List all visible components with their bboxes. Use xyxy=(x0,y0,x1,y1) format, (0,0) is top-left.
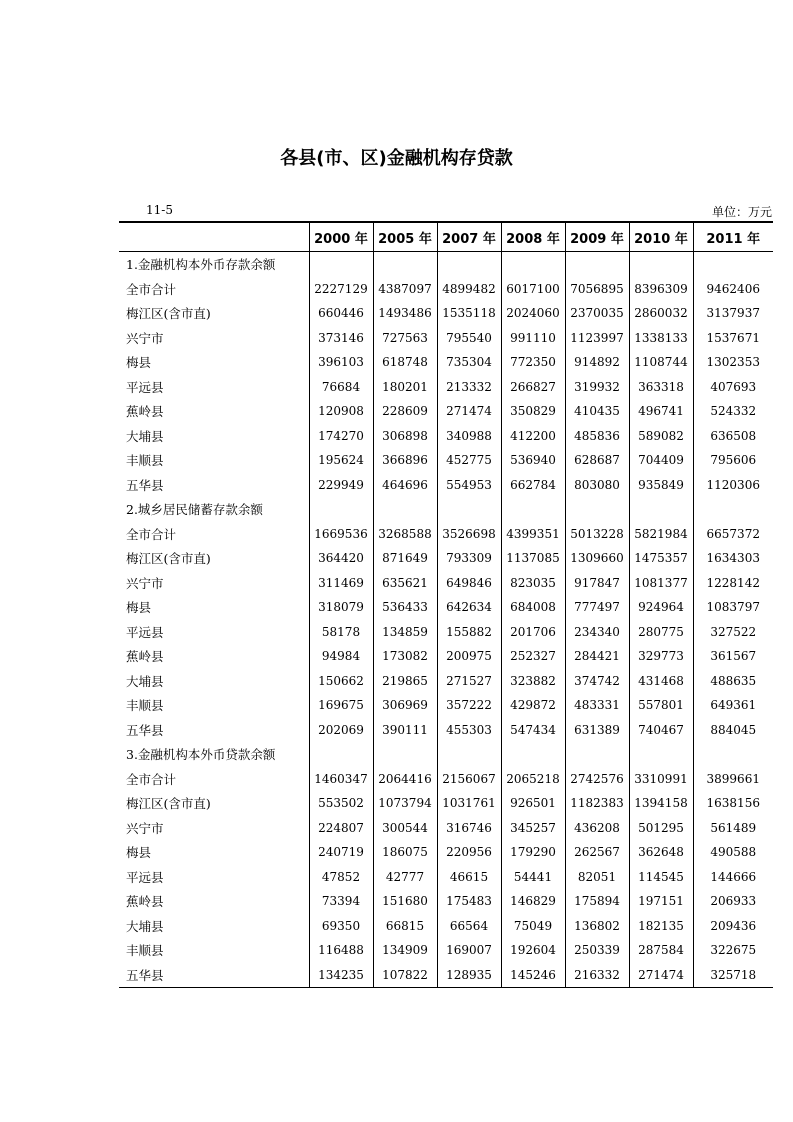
value-cell: 169675 xyxy=(309,693,373,718)
value-cell: 2370035 xyxy=(565,301,629,326)
value-cell: 325718 xyxy=(693,963,773,988)
value-cell: 120908 xyxy=(309,399,373,424)
empty-cell xyxy=(373,742,437,767)
table-row xyxy=(119,399,773,424)
value-cell: 271474 xyxy=(629,963,693,988)
value-cell: 300544 xyxy=(373,816,437,841)
section-label: 1.金融机构本外币存款余额 xyxy=(126,257,276,273)
value-cell: 2065218 xyxy=(501,767,565,792)
value-cell: 182135 xyxy=(629,914,693,939)
table-row xyxy=(119,889,773,914)
value-cell: 319932 xyxy=(565,375,629,400)
value-cell: 1302353 xyxy=(693,350,773,375)
value-cell: 1338133 xyxy=(629,326,693,351)
value-cell: 94984 xyxy=(309,644,373,669)
region-name: 丰顺县 xyxy=(126,453,164,469)
value-cell: 795606 xyxy=(693,448,773,473)
value-cell: 116488 xyxy=(309,938,373,963)
value-cell: 4399351 xyxy=(501,522,565,547)
table-row xyxy=(119,791,773,816)
value-cell: 2860032 xyxy=(629,301,693,326)
value-cell: 1460347 xyxy=(309,767,373,792)
empty-cell xyxy=(309,497,373,522)
table-number: 11-5 xyxy=(146,203,173,217)
table-row xyxy=(119,375,773,400)
value-cell: 485836 xyxy=(565,424,629,449)
value-cell: 636508 xyxy=(693,424,773,449)
value-cell: 250339 xyxy=(565,938,629,963)
region-name: 全市合计 xyxy=(126,281,177,297)
region-name: 蕉岭县 xyxy=(126,649,164,665)
header-year: 2010 年 xyxy=(629,222,693,252)
value-cell: 82051 xyxy=(565,865,629,890)
value-cell: 287584 xyxy=(629,938,693,963)
value-cell: 5821984 xyxy=(629,522,693,547)
table-row xyxy=(119,595,773,620)
table-row xyxy=(119,350,773,375)
value-cell: 2064416 xyxy=(373,767,437,792)
value-cell: 169007 xyxy=(437,938,501,963)
table-row xyxy=(119,301,773,326)
value-cell: 662784 xyxy=(501,473,565,498)
value-cell: 412200 xyxy=(501,424,565,449)
value-cell: 2742576 xyxy=(565,767,629,792)
value-cell: 795540 xyxy=(437,326,501,351)
value-cell: 175483 xyxy=(437,889,501,914)
table-row xyxy=(119,938,773,963)
value-cell: 793309 xyxy=(437,546,501,571)
table-row xyxy=(119,914,773,939)
value-cell: 1137085 xyxy=(501,546,565,571)
value-cell: 209436 xyxy=(693,914,773,939)
region-name: 兴宁市 xyxy=(126,575,164,591)
table-row xyxy=(119,865,773,890)
value-cell: 823035 xyxy=(501,571,565,596)
value-cell: 69350 xyxy=(309,914,373,939)
value-cell: 361567 xyxy=(693,644,773,669)
value-cell: 390111 xyxy=(373,718,437,743)
value-cell: 735304 xyxy=(437,350,501,375)
header-year: 2000 年 xyxy=(309,222,373,252)
value-cell: 192604 xyxy=(501,938,565,963)
table-row xyxy=(119,963,773,988)
value-cell: 195624 xyxy=(309,448,373,473)
value-cell: 464696 xyxy=(373,473,437,498)
value-cell: 134909 xyxy=(373,938,437,963)
value-cell: 991110 xyxy=(501,326,565,351)
value-cell: 1669536 xyxy=(309,522,373,547)
value-cell: 660446 xyxy=(309,301,373,326)
value-cell: 128935 xyxy=(437,963,501,988)
value-cell: 926501 xyxy=(501,791,565,816)
region-name: 蕉岭县 xyxy=(126,404,164,420)
value-cell: 803080 xyxy=(565,473,629,498)
table-row xyxy=(119,473,773,498)
value-cell: 114545 xyxy=(629,865,693,890)
value-cell: 366896 xyxy=(373,448,437,473)
empty-cell xyxy=(437,497,501,522)
table-row xyxy=(119,571,773,596)
value-cell: 134235 xyxy=(309,963,373,988)
region-name: 梅县 xyxy=(126,600,152,616)
value-cell: 284421 xyxy=(565,644,629,669)
region-name: 五华县 xyxy=(126,722,164,738)
value-cell: 884045 xyxy=(693,718,773,743)
region-name: 梅江区(含市直) xyxy=(126,551,211,567)
table-row xyxy=(119,546,773,571)
value-cell: 200975 xyxy=(437,644,501,669)
value-cell: 136802 xyxy=(565,914,629,939)
value-cell: 5013228 xyxy=(565,522,629,547)
value-cell: 311469 xyxy=(309,571,373,596)
empty-cell xyxy=(501,252,565,277)
region-name: 梅县 xyxy=(126,355,152,371)
region-name: 全市合计 xyxy=(126,526,177,542)
value-cell: 1634303 xyxy=(693,546,773,571)
value-cell: 220956 xyxy=(437,840,501,865)
value-cell: 2227129 xyxy=(309,277,373,302)
value-cell: 1537671 xyxy=(693,326,773,351)
value-cell: 561489 xyxy=(693,816,773,841)
value-cell: 3310991 xyxy=(629,767,693,792)
value-cell: 54441 xyxy=(501,865,565,890)
header-year: 2008 年 xyxy=(501,222,565,252)
value-cell: 213332 xyxy=(437,375,501,400)
value-cell: 631389 xyxy=(565,718,629,743)
value-cell: 740467 xyxy=(629,718,693,743)
value-cell: 224807 xyxy=(309,816,373,841)
table-row xyxy=(119,424,773,449)
region-name: 梅江区(含市直) xyxy=(126,796,211,812)
region-name: 蕉岭县 xyxy=(126,894,164,910)
value-cell: 322675 xyxy=(693,938,773,963)
value-cell: 3526698 xyxy=(437,522,501,547)
value-cell: 46615 xyxy=(437,865,501,890)
value-cell: 173082 xyxy=(373,644,437,669)
section-label: 3.金融机构本外币贷款余额 xyxy=(126,747,276,763)
section-header-row xyxy=(119,742,773,767)
value-cell: 536433 xyxy=(373,595,437,620)
value-cell: 1535118 xyxy=(437,301,501,326)
region-name: 丰顺县 xyxy=(126,943,164,959)
value-cell: 1182383 xyxy=(565,791,629,816)
value-cell: 206933 xyxy=(693,889,773,914)
value-cell: 175894 xyxy=(565,889,629,914)
value-cell: 557801 xyxy=(629,693,693,718)
value-cell: 935849 xyxy=(629,473,693,498)
empty-cell xyxy=(565,742,629,767)
region-name: 梅县 xyxy=(126,845,152,861)
value-cell: 1638156 xyxy=(693,791,773,816)
value-cell: 340988 xyxy=(437,424,501,449)
region-name: 兴宁市 xyxy=(126,820,164,836)
value-cell: 1083797 xyxy=(693,595,773,620)
value-cell: 642634 xyxy=(437,595,501,620)
value-cell: 47852 xyxy=(309,865,373,890)
region-name: 全市合计 xyxy=(126,771,177,787)
value-cell: 318079 xyxy=(309,595,373,620)
value-cell: 107822 xyxy=(373,963,437,988)
value-cell: 6017100 xyxy=(501,277,565,302)
value-cell: 9462406 xyxy=(693,277,773,302)
value-cell: 1475357 xyxy=(629,546,693,571)
value-cell: 202069 xyxy=(309,718,373,743)
value-cell: 554953 xyxy=(437,473,501,498)
value-cell: 727563 xyxy=(373,326,437,351)
value-cell: 914892 xyxy=(565,350,629,375)
value-cell: 306898 xyxy=(373,424,437,449)
region-name: 平远县 xyxy=(126,869,164,885)
value-cell: 7056895 xyxy=(565,277,629,302)
table-row xyxy=(119,840,773,865)
value-cell: 229949 xyxy=(309,473,373,498)
empty-cell xyxy=(629,497,693,522)
value-cell: 271527 xyxy=(437,669,501,694)
value-cell: 316746 xyxy=(437,816,501,841)
value-cell: 42777 xyxy=(373,865,437,890)
value-cell: 777497 xyxy=(565,595,629,620)
value-cell: 350829 xyxy=(501,399,565,424)
value-cell: 1309660 xyxy=(565,546,629,571)
section-header-row xyxy=(119,252,773,277)
value-cell: 1120306 xyxy=(693,473,773,498)
value-cell: 501295 xyxy=(629,816,693,841)
value-cell: 488635 xyxy=(693,669,773,694)
empty-cell xyxy=(373,252,437,277)
value-cell: 280775 xyxy=(629,620,693,645)
value-cell: 436208 xyxy=(565,816,629,841)
value-cell: 772350 xyxy=(501,350,565,375)
value-cell: 76684 xyxy=(309,375,373,400)
value-cell: 635621 xyxy=(373,571,437,596)
value-cell: 536940 xyxy=(501,448,565,473)
value-cell: 323882 xyxy=(501,669,565,694)
value-cell: 524332 xyxy=(693,399,773,424)
value-cell: 704409 xyxy=(629,448,693,473)
value-cell: 75049 xyxy=(501,914,565,939)
value-cell: 2156067 xyxy=(437,767,501,792)
region-name: 大埔县 xyxy=(126,428,164,444)
empty-cell xyxy=(309,252,373,277)
header-year: 2011 年 xyxy=(693,222,773,252)
empty-cell xyxy=(565,252,629,277)
value-cell: 3137937 xyxy=(693,301,773,326)
value-cell: 649846 xyxy=(437,571,501,596)
table-row xyxy=(119,620,773,645)
value-cell: 871649 xyxy=(373,546,437,571)
value-cell: 407693 xyxy=(693,375,773,400)
value-cell: 410435 xyxy=(565,399,629,424)
empty-cell xyxy=(629,742,693,767)
region-name: 大埔县 xyxy=(126,918,164,934)
empty-cell xyxy=(501,742,565,767)
value-cell: 150662 xyxy=(309,669,373,694)
region-name: 平远县 xyxy=(126,624,164,640)
value-cell: 234340 xyxy=(565,620,629,645)
table-row xyxy=(119,644,773,669)
value-cell: 547434 xyxy=(501,718,565,743)
value-cell: 327522 xyxy=(693,620,773,645)
value-cell: 180201 xyxy=(373,375,437,400)
value-cell: 329773 xyxy=(629,644,693,669)
region-name: 梅江区(含市直) xyxy=(126,306,211,322)
value-cell: 186075 xyxy=(373,840,437,865)
value-cell: 396103 xyxy=(309,350,373,375)
header-blank xyxy=(119,222,309,252)
region-name: 大埔县 xyxy=(126,673,164,689)
value-cell: 262567 xyxy=(565,840,629,865)
value-cell: 649361 xyxy=(693,693,773,718)
value-cell: 589082 xyxy=(629,424,693,449)
value-cell: 1123997 xyxy=(565,326,629,351)
value-cell: 174270 xyxy=(309,424,373,449)
value-cell: 483331 xyxy=(565,693,629,718)
empty-cell xyxy=(437,742,501,767)
value-cell: 1073794 xyxy=(373,791,437,816)
value-cell: 3268588 xyxy=(373,522,437,547)
value-cell: 1031761 xyxy=(437,791,501,816)
value-cell: 306969 xyxy=(373,693,437,718)
region-name: 丰顺县 xyxy=(126,698,164,714)
region-name: 五华县 xyxy=(126,477,164,493)
value-cell: 66815 xyxy=(373,914,437,939)
header-year: 2005 年 xyxy=(373,222,437,252)
empty-cell xyxy=(373,497,437,522)
empty-cell xyxy=(693,742,773,767)
value-cell: 2024060 xyxy=(501,301,565,326)
section-header-row xyxy=(119,497,773,522)
value-cell: 266827 xyxy=(501,375,565,400)
empty-cell xyxy=(693,252,773,277)
value-cell: 362648 xyxy=(629,840,693,865)
value-cell: 197151 xyxy=(629,889,693,914)
value-cell: 924964 xyxy=(629,595,693,620)
value-cell: 1228142 xyxy=(693,571,773,596)
value-cell: 1493486 xyxy=(373,301,437,326)
table-row xyxy=(119,448,773,473)
table-body xyxy=(119,252,773,988)
value-cell: 1081377 xyxy=(629,571,693,596)
table-row xyxy=(119,767,773,792)
region-name: 兴宁市 xyxy=(126,330,164,346)
value-cell: 452775 xyxy=(437,448,501,473)
region-name: 平远县 xyxy=(126,379,164,395)
section-label: 2.城乡居民储蓄存款余额 xyxy=(126,502,263,518)
value-cell: 345257 xyxy=(501,816,565,841)
value-cell: 201706 xyxy=(501,620,565,645)
value-cell: 4387097 xyxy=(373,277,437,302)
value-cell: 363318 xyxy=(629,375,693,400)
empty-cell xyxy=(501,497,565,522)
deposit-loan-table xyxy=(119,221,773,988)
value-cell: 146829 xyxy=(501,889,565,914)
value-cell: 4899482 xyxy=(437,277,501,302)
value-cell: 8396309 xyxy=(629,277,693,302)
value-cell: 58178 xyxy=(309,620,373,645)
empty-cell xyxy=(629,252,693,277)
value-cell: 553502 xyxy=(309,791,373,816)
table-row xyxy=(119,522,773,547)
value-cell: 252327 xyxy=(501,644,565,669)
value-cell: 144666 xyxy=(693,865,773,890)
value-cell: 431468 xyxy=(629,669,693,694)
value-cell: 628687 xyxy=(565,448,629,473)
value-cell: 357222 xyxy=(437,693,501,718)
value-cell: 1394158 xyxy=(629,791,693,816)
value-cell: 684008 xyxy=(501,595,565,620)
region-name: 五华县 xyxy=(119,963,309,988)
header-row xyxy=(119,222,773,252)
value-cell: 228609 xyxy=(373,399,437,424)
value-cell: 1108744 xyxy=(629,350,693,375)
value-cell: 240719 xyxy=(309,840,373,865)
value-cell: 155882 xyxy=(437,620,501,645)
value-cell: 151680 xyxy=(373,889,437,914)
empty-cell xyxy=(565,497,629,522)
value-cell: 429872 xyxy=(501,693,565,718)
header-year: 2009 年 xyxy=(565,222,629,252)
value-cell: 6657372 xyxy=(693,522,773,547)
empty-cell xyxy=(437,252,501,277)
table-row xyxy=(119,816,773,841)
value-cell: 145246 xyxy=(501,963,565,988)
value-cell: 496741 xyxy=(629,399,693,424)
value-cell: 219865 xyxy=(373,669,437,694)
table-row xyxy=(119,669,773,694)
table-row xyxy=(119,326,773,351)
value-cell: 134859 xyxy=(373,620,437,645)
value-cell: 455303 xyxy=(437,718,501,743)
header-year: 2007 年 xyxy=(437,222,501,252)
value-cell: 271474 xyxy=(437,399,501,424)
table-row xyxy=(119,693,773,718)
value-cell: 618748 xyxy=(373,350,437,375)
value-cell: 66564 xyxy=(437,914,501,939)
unit-label: 单位：万元 xyxy=(711,205,772,219)
value-cell: 216332 xyxy=(565,963,629,988)
value-cell: 490588 xyxy=(693,840,773,865)
value-cell: 73394 xyxy=(309,889,373,914)
table-row xyxy=(119,718,773,743)
value-cell: 3899661 xyxy=(693,767,773,792)
value-cell: 374742 xyxy=(565,669,629,694)
value-cell: 917847 xyxy=(565,571,629,596)
page-title: 各县(市、区)金融机构存贷款 xyxy=(280,148,513,169)
value-cell: 364420 xyxy=(309,546,373,571)
table-row xyxy=(119,277,773,302)
empty-cell xyxy=(309,742,373,767)
value-cell: 179290 xyxy=(501,840,565,865)
empty-cell xyxy=(693,497,773,522)
value-cell: 373146 xyxy=(309,326,373,351)
